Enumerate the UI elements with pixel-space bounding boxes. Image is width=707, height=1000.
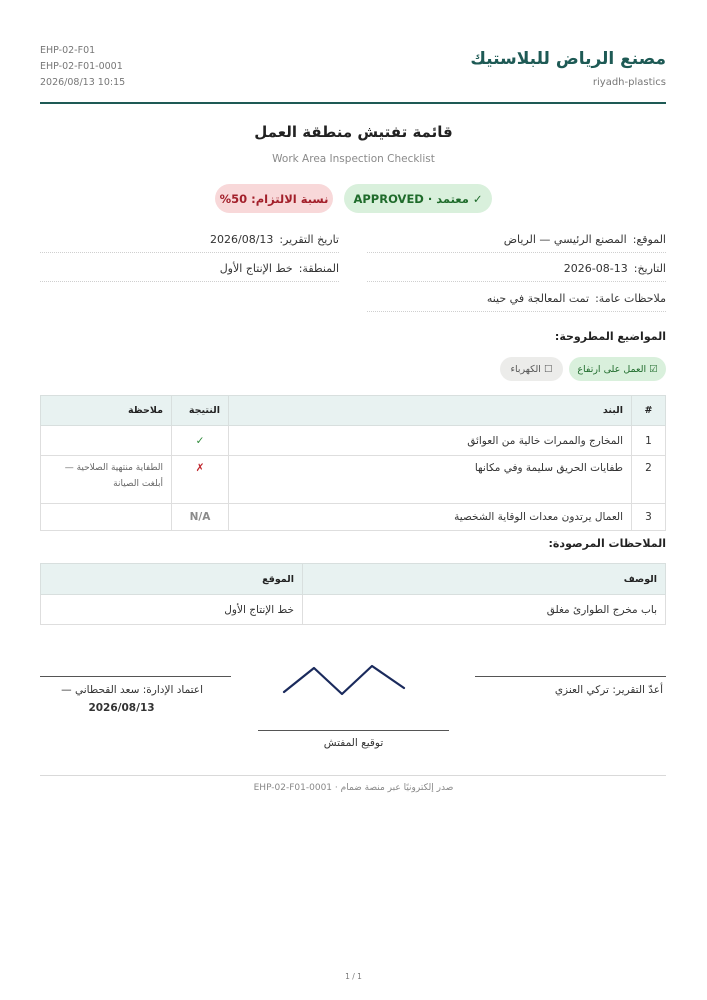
- table-row: [41, 595, 666, 625]
- row-note: [41, 426, 172, 456]
- row-item: طفايات الحريق سليمة وفي مكانها: [229, 456, 632, 504]
- row-item: المخارج والممرات خالية من العوائق: [229, 426, 632, 456]
- table-row: [41, 456, 666, 504]
- report-date-value: 2026/08/13: [210, 233, 274, 246]
- page-number: 1 / 1: [345, 972, 362, 981]
- row-num: 2: [632, 456, 666, 504]
- row-num: 1: [632, 426, 666, 456]
- col-note: ملاحظة: [41, 396, 172, 426]
- observations-heading: الملاحظات المرصودة:: [548, 537, 666, 550]
- col-num: #: [632, 396, 666, 426]
- status-badge: ✓ معتمد · APPROVED: [344, 184, 492, 213]
- general-notes-label: ملاحظات عامة:: [595, 292, 666, 305]
- site-value: المصنع الرئيسي — الرياض: [503, 233, 627, 246]
- document-number: EHP-02-F01-0001: [40, 61, 123, 72]
- issued-timestamp: 2026/08/13 10:15: [40, 77, 126, 88]
- checklist-header-row: [41, 396, 666, 426]
- table-row: [41, 504, 666, 531]
- inspector-caption: توقيع المفتش: [323, 737, 384, 749]
- footer-note: صدر إلكترونيًا عبر منصة ضمام · EHP-02-F01-0001: [253, 783, 454, 793]
- result-pass-icon: ✓: [172, 426, 229, 456]
- topic-chip-electricity: ☐ الكهرباء: [500, 357, 563, 381]
- col-description: الوصف: [303, 564, 666, 595]
- result-fail-icon: ✗: [172, 456, 229, 504]
- inspector-signature: [280, 660, 410, 700]
- general-notes-field: [367, 286, 666, 312]
- date-label: التاريخ:: [633, 262, 666, 275]
- area-field: [40, 256, 339, 282]
- report-date-field: [40, 227, 339, 253]
- col-result: النتيجة: [172, 396, 229, 426]
- col-item: البند: [229, 396, 632, 426]
- form-code: EHP-02-F01: [40, 45, 96, 56]
- table-row: [41, 426, 666, 456]
- date-field: [367, 256, 666, 282]
- topics-heading: المواضيع المطروحة:: [554, 330, 666, 343]
- approved-by-line: [40, 676, 231, 677]
- topic-chip-work-at-height: ☑ العمل على ارتفاع: [569, 357, 666, 381]
- result-na: N/A: [172, 504, 229, 531]
- date-value: 2026-08-13: [563, 262, 628, 275]
- area-label: المنطقة:: [298, 262, 339, 275]
- row-note: [41, 504, 172, 531]
- observations-table: [40, 563, 666, 625]
- inspector-signature-line: [258, 730, 449, 731]
- row-num: 3: [632, 504, 666, 531]
- general-notes-value: تمت المعالجة في حينه: [486, 292, 590, 305]
- observation-description: باب مخرج الطوارئ مغلق: [303, 595, 666, 625]
- company-name: مصنع الرياض للبلاستيك: [470, 49, 666, 69]
- area-value: خط الإنتاج الأول: [219, 262, 293, 275]
- compliance-badge: نسبة الالتزام: 50%: [215, 184, 333, 213]
- prepared-by-line: [475, 676, 666, 677]
- site-field: [367, 227, 666, 253]
- approved-date: 2026/08/13: [88, 702, 155, 714]
- row-note: الطفاية منتهية الصلاحية — أبلغت الصيانة: [41, 456, 172, 504]
- report-date-label: تاريخ التقرير:: [279, 233, 339, 246]
- header-divider: [40, 102, 666, 104]
- document-subtitle: Work Area Inspection Checklist: [272, 153, 435, 165]
- col-location: الموقع: [41, 564, 303, 595]
- footer-divider: [40, 775, 666, 776]
- observations-header-row: [41, 564, 666, 595]
- row-item: العمال يرتدون معدات الوقاية الشخصية: [229, 504, 632, 531]
- observation-location: خط الإنتاج الأول: [41, 595, 303, 625]
- checklist-table: [40, 395, 666, 531]
- site-label: الموقع:: [632, 233, 666, 246]
- prepared-by: أعدّ التقرير: تركي العنزي: [554, 684, 663, 696]
- approved-by: اعتماد الإدارة: سعد القحطاني —: [61, 684, 203, 696]
- document-title: قائمة تفتيش منطقة العمل: [254, 123, 453, 141]
- company-handle: riyadh-plastics: [592, 77, 666, 88]
